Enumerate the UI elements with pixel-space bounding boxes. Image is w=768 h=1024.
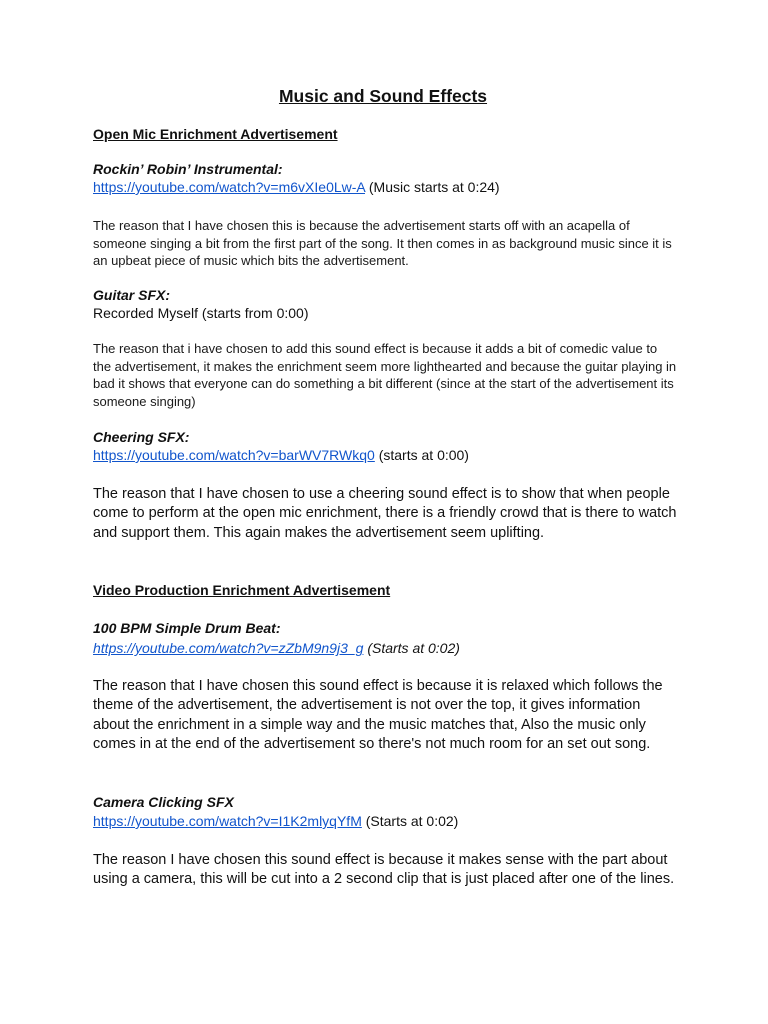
source-line-rockin-robin [93,179,500,195]
link-camera-clicking[interactable]: https://youtube.com/watch?v=I1K2mlyqYfM [93,813,362,829]
section-heading-open-mic: Open Mic Enrichment Advertisement [93,126,338,142]
paragraph-cheering-sfx: The reason that I have chosen to use a cheering sound effect is to show that when people come to perform at the open mic enrichment, there is a friendly crowd that is there to watch and support them. This again makes the advertisement seem uplifting. [93,486,677,541]
item-heading-rockin-robin: Rockin’ Robin’ Instrumental: [93,161,283,177]
link-drum-beat[interactable]: https://youtube.com/watch?v=zZbM9n9j3_g [93,640,364,656]
link-cheering-sfx[interactable]: https://youtube.com/watch?v=barWV7RWkq0 [93,447,375,463]
paragraph-guitar-sfx: The reason that i have chosen to add this sound effect is because it adds a bit of comedic value to the advertisement, it makes the enrichment seem more lighthearted and because the guitar playing in bad it shows that everyone can do something a bit different (since at the start of the advertisement its someone singing) [93,341,677,409]
source-line-guitar-sfx: Recorded Myself (starts from 0:00) [93,305,309,321]
paragraph-rockin-robin: The reason that I have chosen this is because the advertisement starts off with an acapella of someone singing a bit from the first part of the song. It then comes in as background music since it is an upbeat piece of music which bits the advertisement. [93,218,672,268]
item-heading-cheering-sfx: Cheering SFX: [93,429,190,445]
source-note: (Starts at 0:02) [361,813,459,829]
paragraph-camera-clicking: The reason I have chosen this sound effect is because it makes sense with the part about using a camera, this will be cut into a 2 second clip that is just placed after one of the lines. [93,852,675,888]
section-heading-video-production: Video Production Enrichment Advertisement [93,582,391,598]
document-title: Music and Sound Effects [278,86,488,106]
item-heading-guitar-sfx: Guitar SFX: [93,287,171,303]
source-line-camera-clicking [93,813,458,829]
source-note: (Music starts at 0:24) [364,179,500,195]
paragraph-drum-beat: The reason that I have chosen this sound effect is because it is relaxed which follows the theme of the advertisement, the advertisement is not over the top, it gives information about the enrichment in a simple way and the music matches that, Also the music only comes in at the end of the advertisement so there's not much room for an set out song. [93,678,663,752]
source-note: (Starts at 0:02) [363,640,460,656]
document-page [93,0,683,1024]
item-heading-drum-beat: 100 BPM Simple Drum Beat: [93,620,281,636]
source-line-cheering-sfx [93,447,469,463]
source-line-drum-beat [93,640,460,656]
item-heading-camera-clicking: Camera Clicking SFX [93,794,234,810]
source-note: (starts at 0:00) [374,447,469,463]
link-rockin-robin[interactable]: https://youtube.com/watch?v=m6vXIe0Lw-A [93,179,365,195]
